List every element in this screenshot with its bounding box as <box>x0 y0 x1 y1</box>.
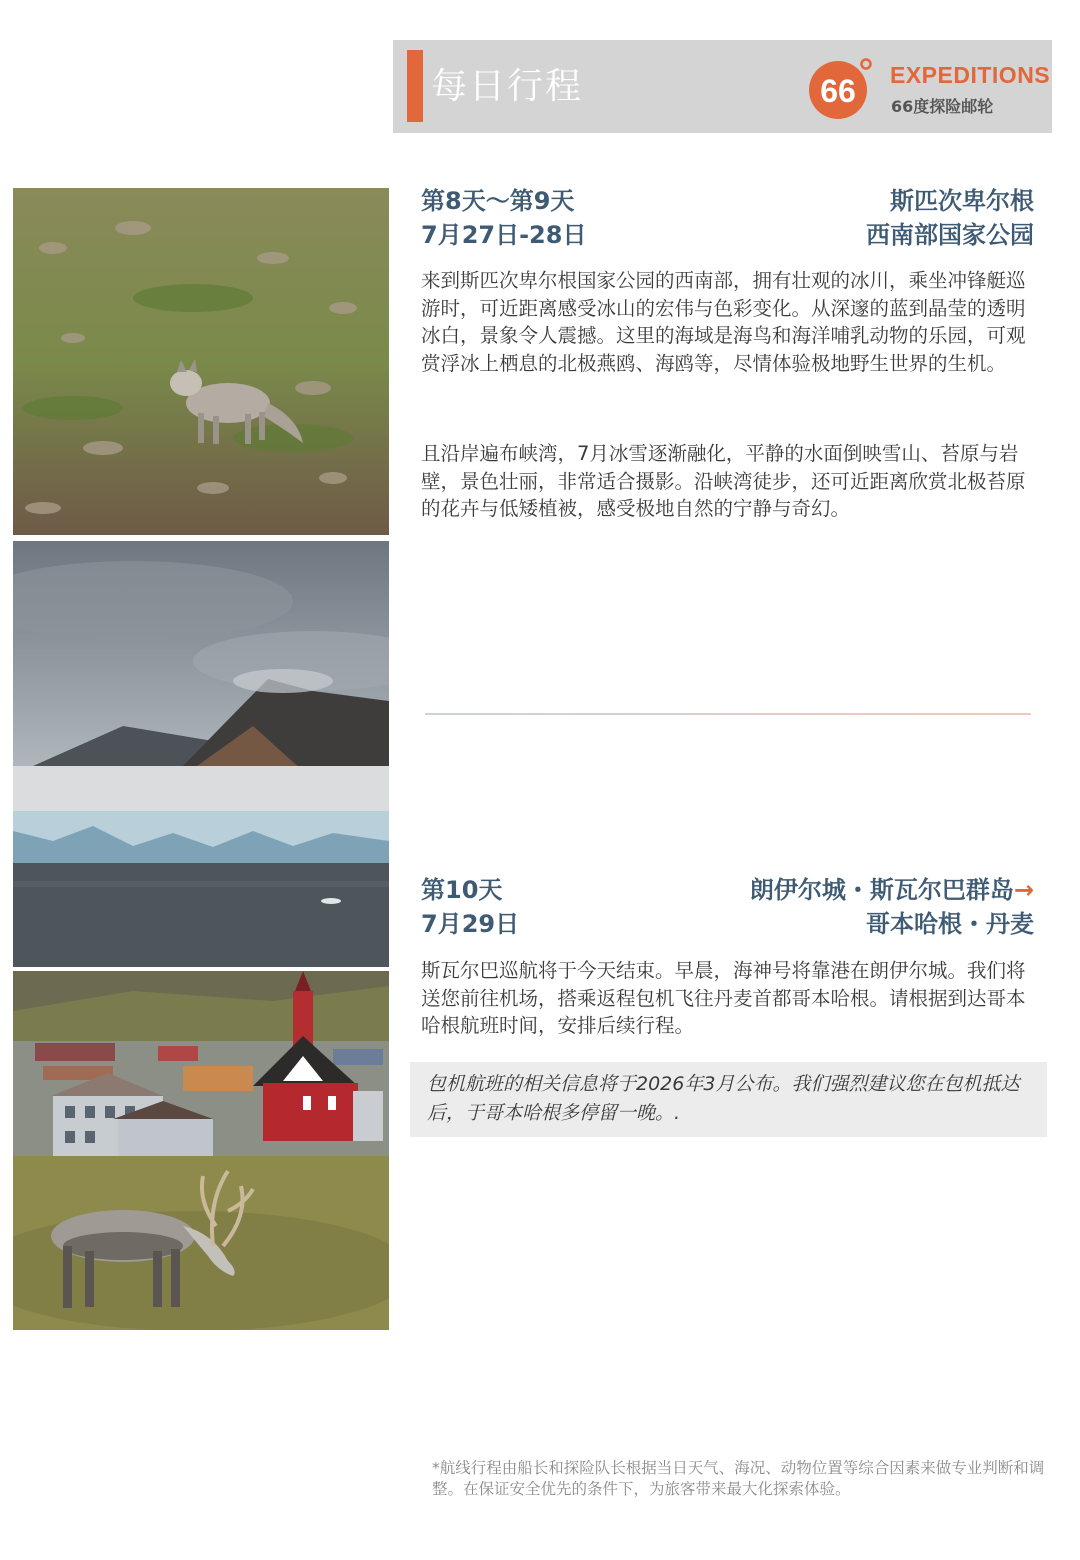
day-label: 第8天～第9天 <box>421 187 575 215</box>
day-date: 7月29日 <box>421 910 520 938</box>
footer-disclaimer: *航线行程由船长和探险队长根据当日天气、海况、动物位置等综合因素来做专业判断和调整。在保证安全优先的条件下，为旅客带来最大化探索体验。 <box>432 1459 1045 1498</box>
logo-66-icon <box>808 56 872 120</box>
day-8-9-paragraph-1: 来到斯匹次卑尔根国家公园的西南部，拥有壮观的冰川，乘坐冲锋艇巡游时，可近距离感受冰山的宏伟与色彩变化。从深邃的蓝到晶莹的透明冰白，景象令人震撼。这里的海域是海鸟和海洋哺乳动物的乐园，可观赏浮冰上栖息的北极燕鸥、海鸥等，尽情体验极地野生世界的生机。 <box>421 269 1026 375</box>
location-line1 <box>750 873 1034 907</box>
page-title: 每日行程 <box>431 66 584 107</box>
reindeer-church-photo <box>13 971 389 1330</box>
day-date: 7月27日-28日 <box>421 221 587 249</box>
logo-name: EXPEDITIONS <box>890 62 1051 88</box>
glacier-mountain-photo <box>13 541 389 967</box>
arrow-right-icon: → <box>1013 876 1034 904</box>
day-8-9-paragraph-2: 且沿岸遍布峡湾，7月冰雪逐渐融化，平静的水面倒映雪山、苔原与岩壁，景色壮丽，非常适合摄影。沿峡湾徒步，还可近距离欣赏北极苔原的花卉与低矮植被，感受极地自然的宁静与奇幻。 <box>421 442 1026 520</box>
day-10-paragraph: 斯瓦尔巴巡航将于今天结束。早晨，海神号将靠港在朗伊尔城。我们将送您前往机场，搭乘返程包机飞往丹麦首都哥本哈根。请根据到达哥本哈根航班时间，安排后续行程。 <box>421 959 1026 1037</box>
location-name: 朗伊尔城・斯瓦尔巴群岛 <box>749 876 1014 904</box>
location-line1: 斯匹次卑尔根 <box>890 187 1034 215</box>
note-text: 包机航班的相关信息将于2026年3月公布。我们强烈建议您在包机抵达后，于哥本哈根多停留一晚。. <box>427 1073 1020 1124</box>
day-label: 第10天 <box>421 876 503 904</box>
day-10-heading <box>421 873 1034 941</box>
day-8-9-heading <box>421 184 1034 252</box>
charter-flight-note <box>410 1062 1047 1137</box>
svg-text:66: 66 <box>820 73 856 109</box>
location-line2: 哥本哈根・丹麦 <box>866 910 1034 938</box>
header-accent-bar <box>407 50 423 122</box>
section-divider <box>425 713 1031 715</box>
location-line2: 西南部国家公园 <box>866 221 1034 249</box>
logo-subtitle: 66度探险邮轮 <box>891 97 994 116</box>
arctic-fox-photo <box>13 188 389 535</box>
header-bar <box>393 40 1052 133</box>
brand-logo <box>808 54 1051 120</box>
